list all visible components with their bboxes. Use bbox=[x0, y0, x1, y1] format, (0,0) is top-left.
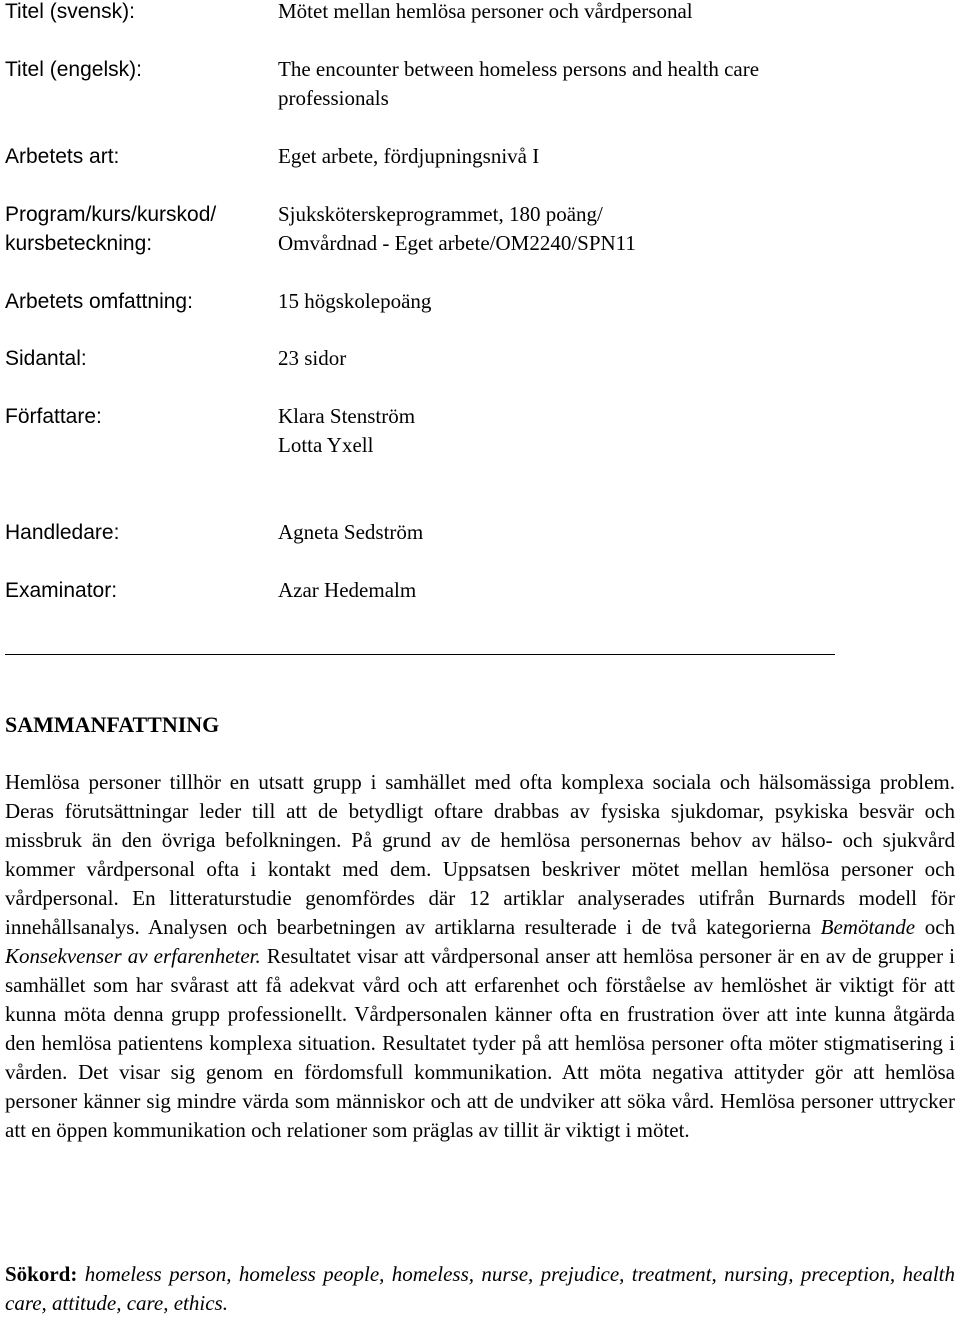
keywords-label: Sökord: bbox=[5, 1262, 78, 1286]
meta-label-title-swedish: Titel (svensk): bbox=[5, 0, 135, 23]
meta-value-title-swedish bbox=[278, 0, 693, 26]
meta-label-work-type: Arbetets art: bbox=[5, 145, 120, 168]
meta-value-line: 15 högskolepoäng bbox=[278, 289, 432, 313]
meta-label-page-count: Sidantal: bbox=[5, 347, 87, 370]
meta-label-line: kursbeteckning: bbox=[5, 232, 153, 255]
meta-value-line: Eget arbete, fördjupningsnivå I bbox=[278, 144, 540, 168]
meta-value-page-count bbox=[278, 344, 346, 373]
abstract-text-part-1: Hemlösa personer tillhör en utsatt grupp i samhället med ofta komplexa sociala och hälsomässiga problem. Deras förutsättningar leder till att de betydligt oftare drabbas av fysiska sjukdomar, psykiska besvär och missbruk än den övriga befolkningen. På grund av de hemlösa personernas behov av hälso- och sjukvård kommer vårdpersonal ofta i kontakt med dem. Uppsatsen beskriver mötet mellan hemlösa personer och vårdpersonal. En litteraturstudie genomfördes där 12 artiklar analyserades utifrån Burnards modell för innehållsanalys. Analysen och bearbetningen av artiklarna resulterade i de två kategorierna bbox=[5, 770, 955, 939]
meta-label-authors: Författare: bbox=[5, 405, 102, 428]
abstract-paragraph bbox=[5, 768, 955, 1145]
meta-value-authors bbox=[278, 402, 415, 460]
meta-value-title-english bbox=[278, 55, 759, 113]
abstract-heading: SAMMANFATTNING bbox=[5, 712, 220, 737]
meta-value-program bbox=[278, 200, 636, 258]
meta-value-line: Sjuksköterskeprogrammet, 180 poäng/ bbox=[278, 202, 603, 226]
meta-value-line: 23 sidor bbox=[278, 346, 347, 370]
horizontal-rule bbox=[5, 654, 835, 655]
meta-label-supervisor: Handledare: bbox=[5, 521, 120, 544]
meta-label-scope: Arbetets omfattning: bbox=[5, 290, 193, 313]
meta-value-line: Lotta Yxell bbox=[278, 433, 374, 457]
meta-value-line: Agneta Sedström bbox=[278, 520, 424, 544]
meta-value-line: Klara Stenström bbox=[278, 404, 416, 428]
keywords-paragraph bbox=[5, 1260, 955, 1318]
meta-value-line: Azar Hedemalm bbox=[278, 578, 417, 602]
meta-value-work-type bbox=[278, 142, 539, 171]
meta-value-line: professionals bbox=[278, 86, 389, 110]
meta-value-line: The encounter between homeless persons and health care bbox=[278, 57, 760, 81]
meta-label-title-english: Titel (engelsk): bbox=[5, 58, 142, 81]
meta-label-examiner: Examinator: bbox=[5, 579, 118, 602]
meta-value-line: Mötet mellan hemlösa personer och vårdpersonal bbox=[278, 0, 693, 23]
meta-value-line: Omvårdnad - Eget arbete/OM2240/SPN11 bbox=[278, 231, 636, 255]
meta-value-examiner bbox=[278, 576, 416, 605]
keywords-list: homeless person, homeless people, homeless, nurse, prejudice, treatment, nursing, preception, health care, attitude, care, ethics. bbox=[5, 1262, 955, 1315]
abstract-text-part-2: Resultatet visar att vårdpersonal anser att hemlösa personer är en av de grupper i samhället som har svårast att få adekvat vård och att erfarenhet och förståelse av hemlöshet är viktigt för att kunna möta denna grupp professionellt. Vårdpersonalen känner ofta en frustration över att inte kunna åtgärda den hemlösa patientens komplexa situation. Resultatet tyder på att hemlösa personer ofta möter stigmatisering i vården. Det visar sig genom en fördomsfull kommunikation. Att möta negativa attityder gör att hemlösa personer känner sig mindre värda som människor och att de undviker att söka vård. Hemlösa personer uttrycker att en öppen kommunikation och relationer som präglas av tillit är viktigt i mötet. bbox=[5, 944, 956, 1142]
category-2: Konsekvenser av erfarenheter. bbox=[5, 944, 261, 968]
meta-value-supervisor bbox=[278, 518, 423, 547]
meta-label-program bbox=[5, 200, 216, 258]
category-1: Bemötande bbox=[820, 915, 916, 939]
meta-value-scope bbox=[278, 287, 431, 316]
meta-label-line: Program/kurs/kurskod/ bbox=[5, 203, 217, 226]
abstract-connector: och bbox=[924, 915, 956, 939]
